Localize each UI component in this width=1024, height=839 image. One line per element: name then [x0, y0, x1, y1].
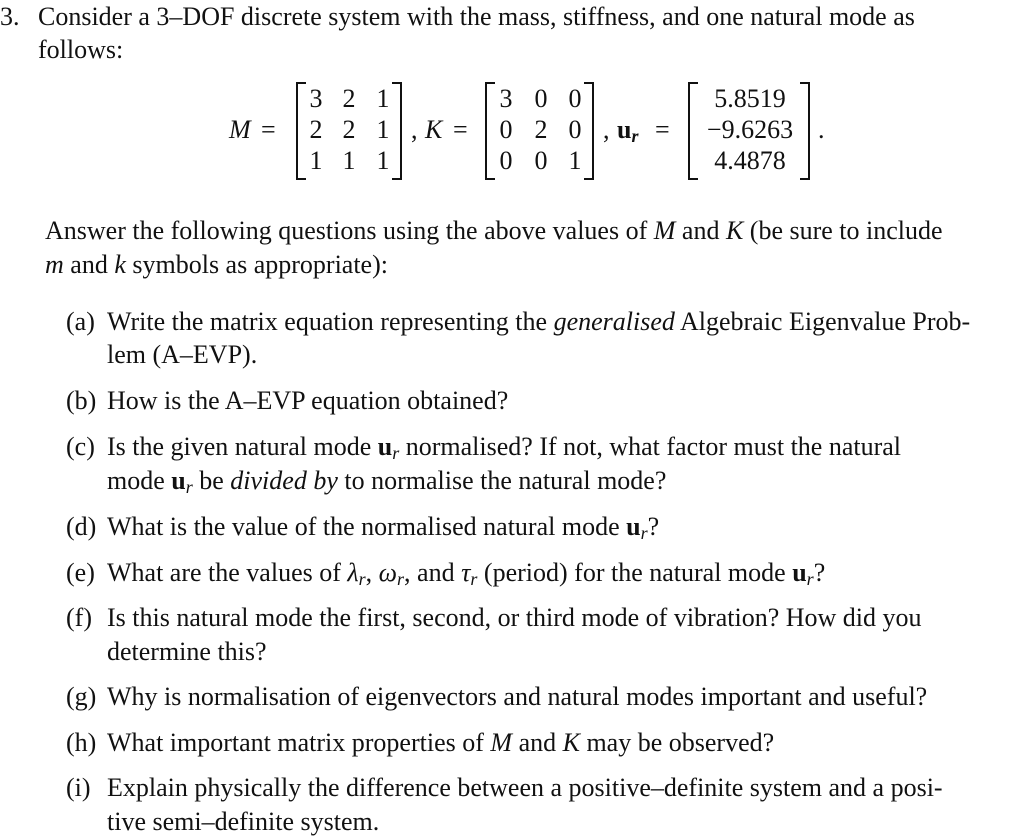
instr-seg: Answer the following questions using the above values of M and K (be sure to include	[45, 216, 943, 245]
K-cell-0-1: 0	[534, 84, 548, 113]
question-text-line2: determine this?	[107, 637, 267, 666]
K-cell-1-0: 0	[499, 115, 513, 144]
question-text-line1: Why is normalisation of eigenvectors and natural modes important and useful?	[107, 682, 928, 711]
M-cell-1-1: 2	[342, 115, 356, 144]
K-cell-2-1: 0	[534, 146, 548, 175]
question-text-line2: tive semi–definite system.	[107, 807, 380, 836]
problem-intro-line1: Consider a 3–DOF discrete system with the mass, stiffness, and one natural mode as	[38, 2, 915, 31]
question-label: (b)	[66, 386, 97, 415]
instructions-line1	[45, 218, 943, 244]
u-subscript: r	[631, 126, 639, 146]
K-equals: =	[453, 115, 468, 144]
question-label: (d)	[66, 512, 97, 541]
instructions-line2: m and k symbols as appropriate):	[45, 250, 388, 279]
question-text-line1: How is the A–EVP equation obtained?	[107, 386, 509, 415]
question-text-line1: What is the value of the normalised natural mode $u_r$?	[107, 512, 660, 543]
u-symbol-letter: u	[617, 115, 632, 144]
equation-period: .	[818, 115, 825, 144]
question-label: (f)	[66, 603, 92, 632]
question-text-line1: Is this natural mode the first, second, or third mode of vibration? How did you	[107, 603, 922, 632]
M-equals: =	[261, 115, 276, 144]
question-label: (h)	[66, 728, 97, 757]
K-cell-2-0: 0	[499, 146, 513, 175]
question-text-line1: Is the given natural mode $u_r$ normalised? If not, what factor must the natural	[107, 432, 902, 463]
M-cell-2-0: 1	[309, 146, 323, 175]
M-right-bracket	[392, 82, 402, 180]
M-cell-0-2: 1	[376, 84, 390, 113]
K-left-bracket	[485, 82, 495, 180]
question-text-line1: Write the matrix equation representing the generalised Algebraic Eigenvalue Prob-	[107, 307, 971, 336]
M-cell-1-2: 1	[376, 115, 390, 144]
question-label: (g)	[66, 682, 97, 711]
question-text-line1: What important matrix properties of M and K may be observed?	[107, 728, 775, 757]
question-label: (i)	[66, 773, 91, 802]
question-text-line1: What are the values of $\lambda_r$, $\omega_r$, and $\tau_r$ (period) for the natural mode $u_r$?	[107, 558, 826, 589]
K-cell-1-2: 0	[568, 115, 582, 144]
M-left-bracket	[296, 82, 306, 180]
K-cell-0-0: 3	[499, 84, 513, 113]
question-label: (a)	[66, 307, 95, 336]
M-cell-2-1: 1	[342, 146, 356, 175]
u-left-bracket	[688, 82, 698, 180]
comma-2: ,	[603, 115, 610, 144]
M-cell-2-2: 1	[376, 146, 390, 175]
K-cell-1-1: 2	[534, 115, 548, 144]
K-cell-0-2: 0	[568, 84, 582, 113]
u-equals: =	[655, 115, 670, 144]
M-cell-0-1: 2	[342, 84, 356, 113]
problem-number: 3.	[0, 2, 20, 31]
u-cell-2: 4.4878	[714, 146, 786, 175]
u-symbol	[617, 115, 639, 146]
comma-1: ,	[411, 115, 418, 144]
question-text-line2: mode $u_r$ be divided by to normalise the natural mode?	[107, 466, 667, 497]
u-cell-1: −9.6263	[706, 115, 794, 144]
M-cell-1-0: 2	[309, 115, 323, 144]
question-text-line1: Explain physically the difference between a positive–definite system and a posi-	[107, 773, 943, 802]
question-label: (c)	[66, 432, 95, 461]
M-symbol: M	[229, 115, 251, 144]
u-cell-0: 5.8519	[714, 84, 786, 113]
question-text-line2: lem (A–EVP).	[107, 340, 258, 369]
problem-intro-line2: follows:	[38, 35, 124, 64]
u-right-bracket	[800, 82, 810, 180]
K-cell-2-2: 1	[568, 146, 582, 175]
question-label: (e)	[66, 558, 95, 587]
K-right-bracket	[584, 82, 594, 180]
K-symbol: K	[425, 115, 443, 144]
M-cell-0-0: 3	[309, 84, 323, 113]
